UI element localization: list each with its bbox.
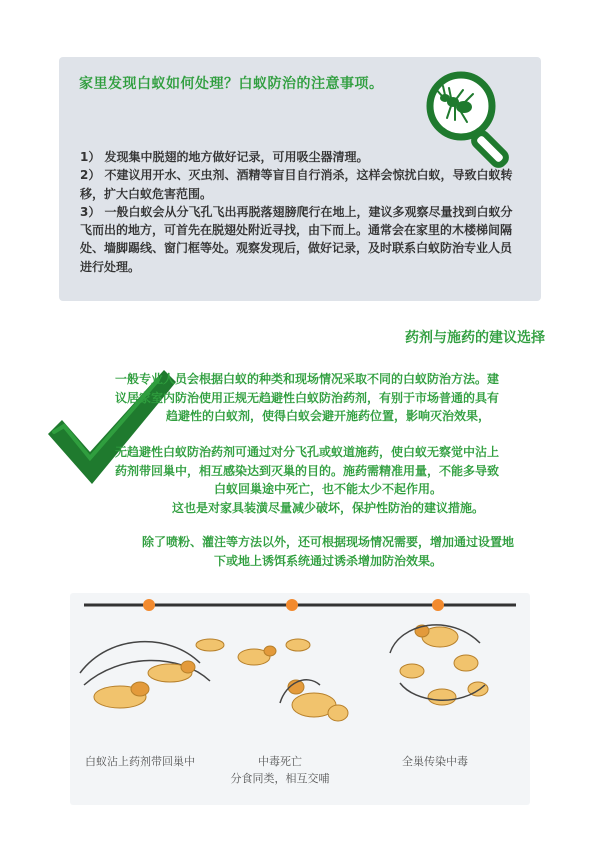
paragraph-2 (115, 443, 541, 517)
notice-item: 3） 一般白蚁会从分飞孔飞出再脱落翅膀爬行在地上，建议多观察尽量找到白蚁分飞而出的地方，可首先在脱翅处附近寻找，由下而上。通常会在家里的木楼梯间隔处、墙脚踢线、窗门框等处。观察发现后，做好记录，及时联系白蚁防治专业人员进行处理。 (80, 204, 513, 274)
paragraph-line: 议居家室内防治使用正规无趋避性白蚁防治药剂，有别于市场普通的具有 (115, 390, 500, 405)
paragraph-line: 白蚁回巢途中死亡，也不能太少不起作用。 (213, 482, 442, 496)
paragraph-line: 药剂带回巢中，相互感染达到灭巢的目的。施药需精准用量，不能多导致 (115, 463, 500, 478)
notice-item: 1） 发现集中脱翅的地方做好记录，可用吸尘器清理。 (80, 150, 369, 164)
paragraph-line: 趋避性的白蚁剂，使得白蚁会避开施药位置，影响灭治效果， (165, 409, 490, 423)
paragraph-line: 一般专业人员会根据白蚁的种类和现场情况采取不同的白蚁防治方法。建 (115, 372, 500, 386)
notice-list (80, 148, 520, 276)
paragraph-3 (115, 533, 541, 570)
section-title: 药剂与施药的建议选择 (405, 330, 545, 346)
paragraph-line: 除了喷粉、灌注等方法以外，还可根据现场情况需要，增加通过设置地 (141, 535, 514, 549)
caption-2: 中毒死亡 (258, 755, 302, 768)
caption-1: 白蚁沾上药剂带回巢中 (85, 755, 195, 768)
paragraph-1 (115, 370, 541, 426)
caption-3: 全巢传染中毒 (402, 755, 468, 768)
notice-item: 2） 不建议用开水、灭虫剂、酒精等盲目自行消杀，这样会惊扰白蚁，导致白蚁转移，扩大白蚁危害范围。 (80, 168, 513, 201)
paragraph-line: 无趋避性白蚁防治药剂可通过对分飞孔或蚁道施药，使白蚁无察觉中沾上 (115, 445, 500, 459)
caption-2-sub: 分食同类，相互交哺 (230, 772, 330, 785)
notice-title: 家里发现白蚁如何处理？白蚁防治的注意事项。 (79, 76, 384, 92)
paragraph-line: 下或地上诱饵系统通过诱杀增加防治效果。 (213, 553, 442, 568)
paragraph-line: 这也是对家具装潢尽量减少破坏，保护性防治的建议措施。 (171, 500, 484, 515)
